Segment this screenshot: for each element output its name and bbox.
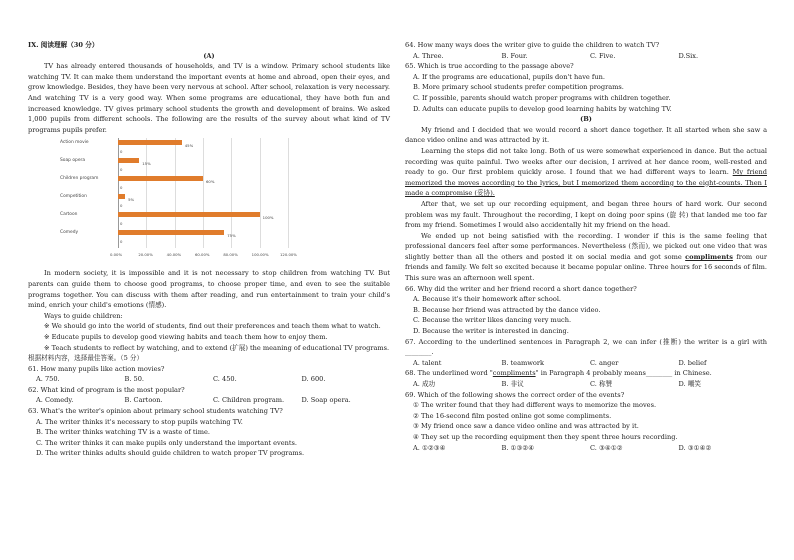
chart-x-tick-label: 60.00% bbox=[195, 252, 210, 258]
option[interactable]: D. belief bbox=[678, 358, 707, 367]
option[interactable]: C. The writer thinks it can make pupils only understand the important events. bbox=[36, 438, 297, 447]
paragraph-text: Learning the steps did not take long. Both of us were somewhat experienced in dance. But the actual recording was quite painful. Two weeks after our decision, I arrived at her dance room, well-rested and ready to go. Our first problem quickly arose. I found that we had different ways to learn. bbox=[405, 146, 767, 177]
chart-x-tick-label: 20.00% bbox=[138, 252, 153, 258]
chart-zero-label: 0 bbox=[120, 167, 123, 173]
option[interactable]: C. Children program. bbox=[213, 396, 285, 405]
chart-x-tick-label: 40.00% bbox=[166, 252, 182, 258]
event: ② The 16-second film posted online got some compliments. bbox=[413, 411, 612, 420]
chart-zero-label: 0 bbox=[120, 149, 123, 155]
chart-zero-label: 0 bbox=[120, 221, 123, 227]
option[interactable]: B. Because her friend was attracted by the dance video. bbox=[413, 305, 601, 314]
chart-value-label: 45% bbox=[184, 142, 194, 148]
option[interactable]: A. 750. bbox=[36, 375, 60, 384]
underlined-word: compliments bbox=[685, 252, 733, 261]
option[interactable]: A. Because it's their homework after school. bbox=[413, 295, 562, 304]
option[interactable]: B. The writer thinks watching TV is a waste of time. bbox=[36, 428, 210, 437]
question-64-options bbox=[405, 51, 767, 62]
passage-b-paragraph-3: After that, we set up our recording equipment, and began three hours of hard work. Our second problem was my fault. Throughout the recording, I kept on doing poor spins (旋 转) that landed me too far from my friend. Sometimes I would also accidentally hit my friend on the head. bbox=[405, 199, 767, 230]
option[interactable]: C. ③④①② bbox=[590, 443, 623, 452]
chart-x-tick-label: 0.00% bbox=[110, 252, 123, 258]
chart-bar bbox=[118, 176, 203, 181]
option[interactable]: B. Cartoon. bbox=[124, 396, 163, 405]
passage-a-heading: (A) bbox=[203, 51, 215, 60]
chart-category-label: Cartoon bbox=[60, 212, 78, 218]
chart-gridline bbox=[260, 138, 261, 248]
paragraph-text: from our friends and family. We felt so excited because it became popular online. Three hours for 16 seconds of film. This sure was an afternoon well spent. bbox=[405, 252, 767, 283]
option[interactable]: C. If possible, parents should watch proper programs with children together. bbox=[413, 93, 671, 102]
option[interactable]: C. Five. bbox=[590, 51, 616, 60]
question-68-options bbox=[405, 379, 767, 390]
chart-value-label: 60% bbox=[206, 178, 215, 184]
instruction: 根据材料内容，选择最佳答案。（5 分） bbox=[28, 354, 144, 363]
chart-bar bbox=[118, 158, 139, 163]
question-62-options bbox=[28, 395, 390, 406]
way-1: ※ We should go into the world of students, find out their preferences and teach them what to watch. bbox=[44, 322, 381, 331]
event: ③ My friend once saw a dance video online and was attracted by it. bbox=[413, 422, 639, 431]
option[interactable]: A. Comedy. bbox=[36, 396, 74, 405]
chart-category-label: Comedy bbox=[60, 230, 79, 236]
question-63: 63. What's the writer's opinion about primary school students watching TV? bbox=[28, 407, 283, 416]
chart-category-label: Action movie bbox=[60, 140, 89, 146]
question-64: 64. How many ways does the writer give to guide the children to watch TV? bbox=[405, 41, 660, 49]
question-62: 62. What kind of program is the most popular? bbox=[28, 385, 185, 394]
option[interactable]: B. ①③②④ bbox=[501, 443, 535, 452]
right-column bbox=[405, 40, 767, 453]
chart-zero-label: 0 bbox=[120, 239, 123, 245]
chart-value-label: 100% bbox=[262, 214, 274, 220]
option[interactable]: A. The writer thinks it's necessary to stop pupils watching TV. bbox=[36, 417, 243, 426]
stem-text: 68. The underlined word " bbox=[405, 369, 493, 378]
question-66: 66. Why did the writer and her friend record a short dance together? bbox=[405, 284, 637, 293]
chart-bar bbox=[118, 212, 260, 217]
underlined-sentences: My friend memorized the moves according to the lyrics, but I memorized them according to the eight-counts. Then I made a compromise (妥协). bbox=[405, 168, 767, 198]
option[interactable]: B. Four. bbox=[501, 51, 528, 60]
chart-zero-label: 0 bbox=[120, 185, 123, 191]
passage-b-paragraph-1: My friend and I decided that we would record a short dance together. It all started when she saw a dance video online and was attracted by it. bbox=[405, 125, 767, 145]
option[interactable]: A. ①②③④ bbox=[413, 443, 446, 452]
chart-value-label: 15% bbox=[142, 160, 151, 166]
option[interactable]: D. 嘲笑 bbox=[678, 380, 701, 388]
option[interactable]: A. talent bbox=[413, 358, 442, 367]
chart-gridline bbox=[288, 138, 289, 248]
chart-x-tick-label: 100.00% bbox=[251, 252, 269, 258]
way-2: ※ Educate pupils to develop good viewing habits and teach them how to enjoy them. bbox=[44, 332, 328, 341]
question-69: 69. Which of the following shows the correct order of the events? bbox=[405, 390, 625, 399]
chart-bar bbox=[118, 194, 125, 199]
option[interactable]: C. Because the writer likes dancing very much. bbox=[413, 316, 572, 325]
question-68 bbox=[405, 368, 767, 379]
question-61: 61. How many pupils like action movies? bbox=[28, 364, 165, 373]
passage-a-paragraph-1: TV has already entered thousands of households, and TV is a window. Primary school students like watching TV. It can make them understand the important events at home and abroad, open their eyes, and grow knowledge. Besides, they have been very nervous at school. After school, relaxation is very necessary. And watching TV is a very good way. When some programs are educational, they have both fun and increased knowledge. TV gives primary school students the growth and development of brains. We asked 1,000 pupils from different schools. The following are the results of the survey about what kind of TV programs pupils prefer. bbox=[28, 62, 390, 134]
ways-title: Ways to guide children: bbox=[44, 311, 123, 320]
option[interactable]: C. anger bbox=[590, 358, 619, 367]
option[interactable]: D. ③①④② bbox=[678, 443, 712, 452]
option[interactable]: D. Because the writer is interested in dancing. bbox=[413, 327, 569, 336]
chart-category-label: Children program bbox=[60, 176, 99, 182]
chart-bar bbox=[118, 140, 182, 145]
option[interactable]: D. The writer thinks adults should guide children to watch proper TV programs. bbox=[36, 449, 305, 458]
chart-x-tick-label: 120.00% bbox=[280, 252, 297, 258]
option[interactable]: C. 450. bbox=[213, 375, 237, 384]
passage-b-heading: (B) bbox=[580, 115, 592, 124]
option[interactable]: A. Three. bbox=[413, 51, 444, 60]
question-61-options bbox=[28, 374, 390, 385]
passage-b-paragraph-4 bbox=[405, 231, 767, 284]
option[interactable]: D. Soap opera. bbox=[301, 396, 351, 405]
passage-b-paragraph-2 bbox=[405, 146, 767, 199]
event: ④ They set up the recording equipment then they spent three hours recording. bbox=[413, 432, 678, 441]
option[interactable]: D. 600. bbox=[301, 375, 326, 384]
option[interactable]: A. 成功 bbox=[413, 380, 436, 388]
option[interactable]: B. teamwork bbox=[501, 358, 545, 367]
chart-value-label: 5% bbox=[128, 196, 135, 202]
tv-preference-chart bbox=[28, 138, 390, 264]
chart-category-label: Competition bbox=[60, 194, 87, 200]
option[interactable]: C. 称赞 bbox=[590, 380, 613, 388]
question-67: 67. According to the underlined sentences in Paragraph 2, we can infer (推断) the writer is a girl with ________. bbox=[405, 337, 767, 357]
option[interactable]: B. 50. bbox=[124, 375, 145, 384]
stem-text: " in Paragraph 4 probably means________ in Chinese. bbox=[535, 369, 712, 378]
way-3: ※ Teach students to reflect by watching, and to extend (扩展) the meaning of educational TV programs. bbox=[44, 343, 390, 352]
question-67-options bbox=[405, 358, 767, 369]
chart-zero-label: 0 bbox=[120, 203, 123, 209]
left-column bbox=[28, 40, 390, 459]
question-65: 65. Which is true according to the passage above? bbox=[405, 62, 574, 71]
option[interactable]: B. 非议 bbox=[501, 380, 524, 388]
stem-underlined: compliments bbox=[492, 369, 536, 378]
section-title: IX. 阅读理解（30 分） bbox=[28, 41, 99, 49]
paragraph-text: We ended up not being satisfied with the recording. I wonder if this is the same feeling that professional dancers feel after some performances. Nevertheless (然而), we picked out one video that was slightly better than all the others and posted it on social media and got some bbox=[405, 231, 767, 261]
passage-a-paragraph-2: In modern society, it is impossible and it is not necessary to stop children from watching TV. But parents can guide them to choose good programs, to choose proper time, and even to see the suitable programs together. You can discuss with them after reading, and run entertainment to train your child's mind, enrich your child's emotions (情感). bbox=[28, 269, 390, 310]
chart-value-label: 75% bbox=[227, 232, 236, 238]
event: ① The writer found that they had different ways to memorize the moves. bbox=[413, 401, 657, 410]
option[interactable]: A. If the programs are educational, pupils don't have fun. bbox=[413, 72, 605, 81]
chart-x-tick-label: 80.00% bbox=[223, 252, 238, 258]
option[interactable]: D. Adults can educate pupils to develop good learning habits by watching TV. bbox=[413, 104, 672, 113]
option[interactable]: B. More primary school students prefer competition programs. bbox=[413, 83, 624, 92]
chart-bar bbox=[118, 230, 224, 235]
question-69-options bbox=[405, 443, 767, 454]
chart-category-label: Soap opera bbox=[60, 158, 86, 164]
option[interactable]: D.Six. bbox=[678, 51, 699, 60]
